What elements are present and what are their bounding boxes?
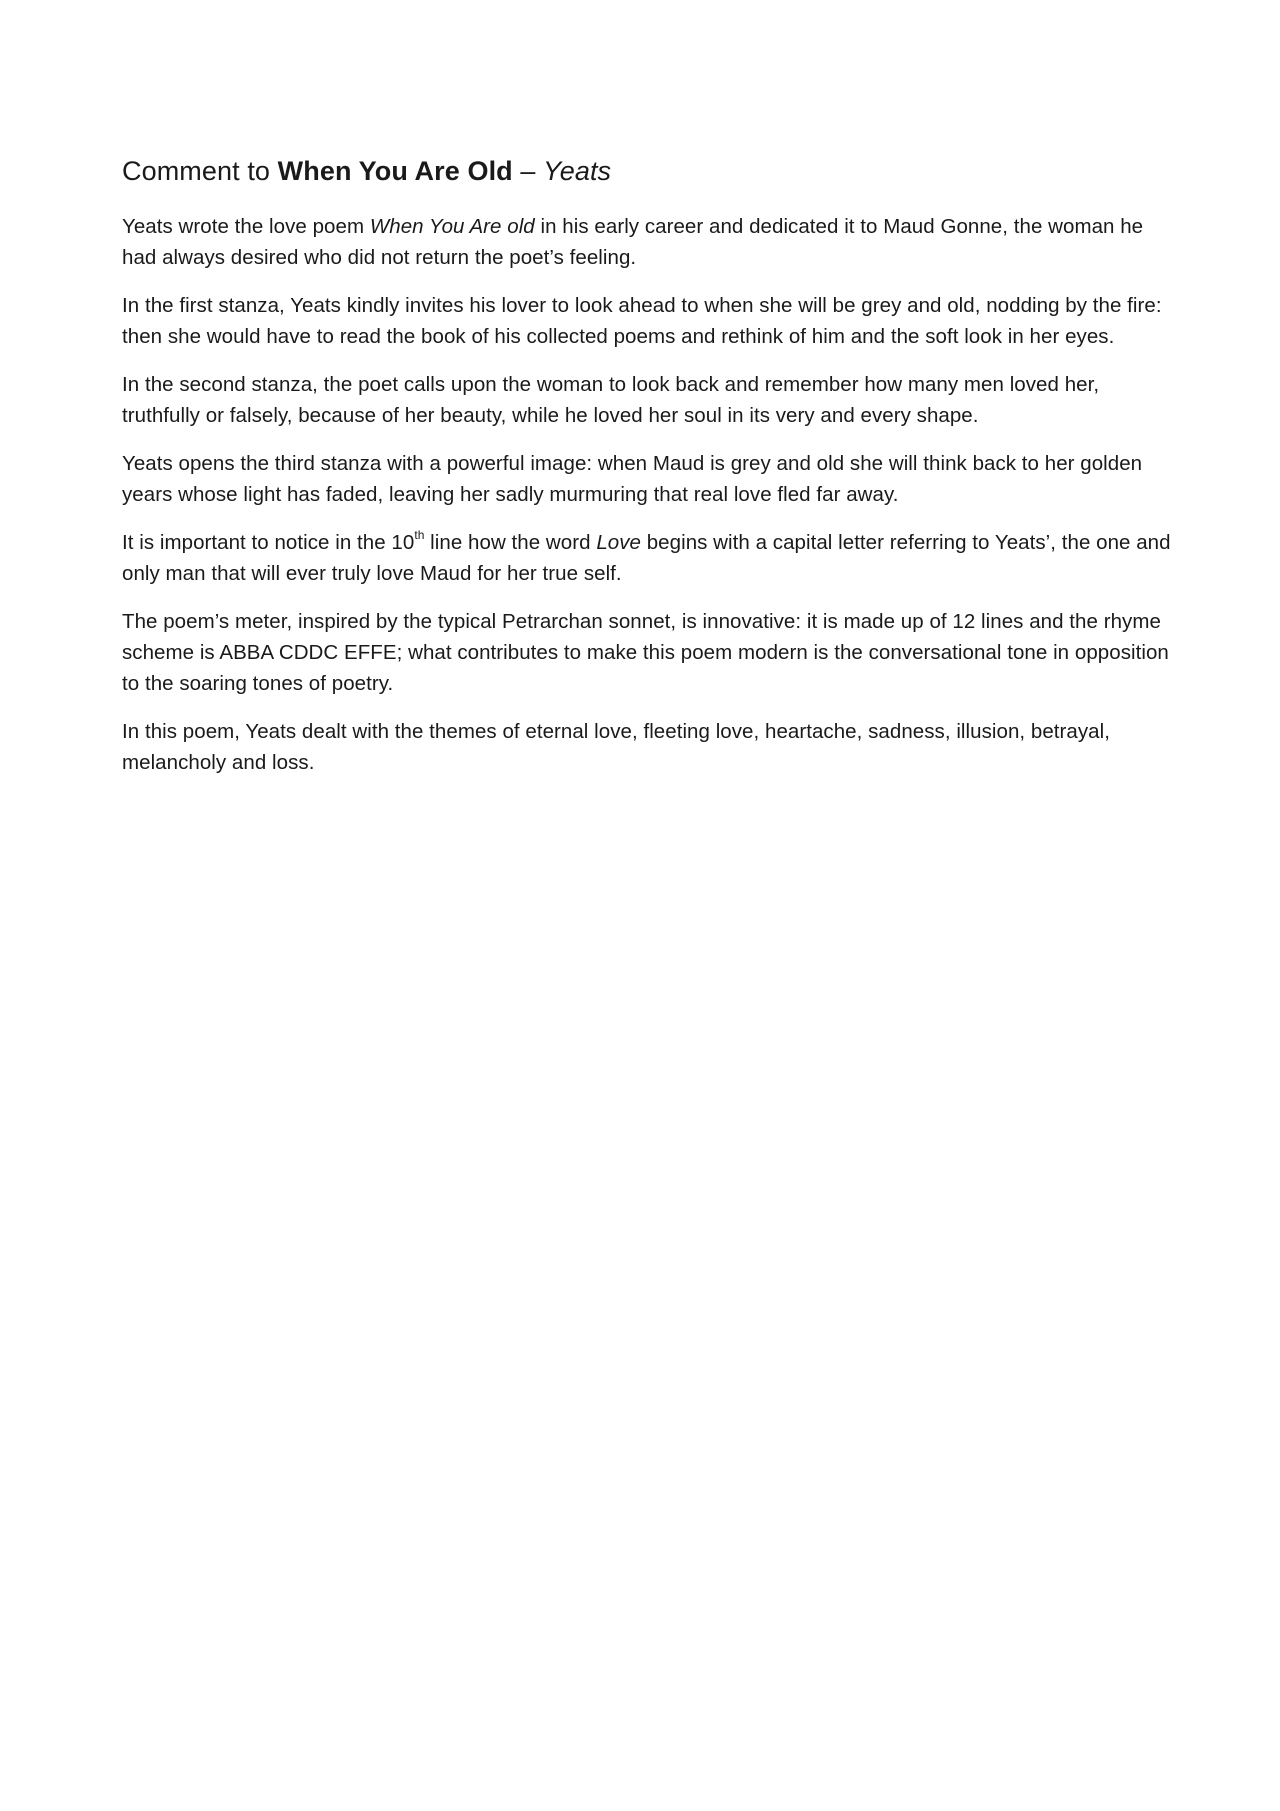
paragraph-5-text-c: begins with a capital letter referring to Yeats’, the one and only man that will ever truly love Maud for her true self.	[122, 531, 1171, 585]
paragraph-5	[122, 527, 1172, 589]
paragraph-3: In the second stanza, the poet calls upon the woman to look back and remember how many men loved her, truthfully or falsely, because of her beauty, while he loved her soul in its very and every shape.	[122, 373, 1100, 427]
paragraph-7: In this poem, Yeats dealt with the themes of eternal love, fleeting love, heartache, sadness, illusion, betrayal, melancholy and loss.	[122, 720, 1110, 774]
title-dash: –	[512, 156, 544, 186]
document-body	[122, 153, 1172, 795]
paragraph-6: The poem’s meter, inspired by the typical Petrarchan sonnet, is innovative: it is made up of 12 lines and the rhyme scheme is ABBA CDDC EFFE; what contributes to make this poem modern is the conversational tone in opposition to the soaring tones of poetry.	[122, 610, 1169, 695]
paragraph-4: Yeats opens the third stanza with a powerful image: when Maud is grey and old she will think back to her golden years whose light has faded, leaving her sadly murmuring that real love fled far away.	[122, 452, 1143, 506]
paragraph-5-text-b: line how the word	[424, 531, 597, 554]
title-prefix: Comment to	[122, 156, 278, 186]
title-poem-name: When You Are Old	[277, 156, 513, 186]
paragraph-5-superscript: th	[414, 528, 425, 543]
title-author: Yeats	[543, 156, 612, 186]
document-title	[122, 153, 1172, 189]
paragraph-5-text-a: It is important to notice in the 10	[122, 531, 415, 554]
paragraph-1-text-a: Yeats wrote the love poem	[122, 215, 370, 238]
paragraph-5-love-word: Love	[596, 531, 641, 554]
paragraph-1	[122, 211, 1172, 273]
paragraph-1-text-b: in his early career and dedicated it to Maud Gonne, the woman he had always desired who did not return the poet’s feeling.	[122, 215, 1144, 269]
paragraph-1-poem-title: When You Are old	[369, 215, 535, 238]
paragraph-2: In the first stanza, Yeats kindly invites his lover to look ahead to when she will be grey and old, nodding by the fire: then she would have to read the book of his collected poems and rethink of him and the soft look in her eyes.	[122, 294, 1162, 348]
